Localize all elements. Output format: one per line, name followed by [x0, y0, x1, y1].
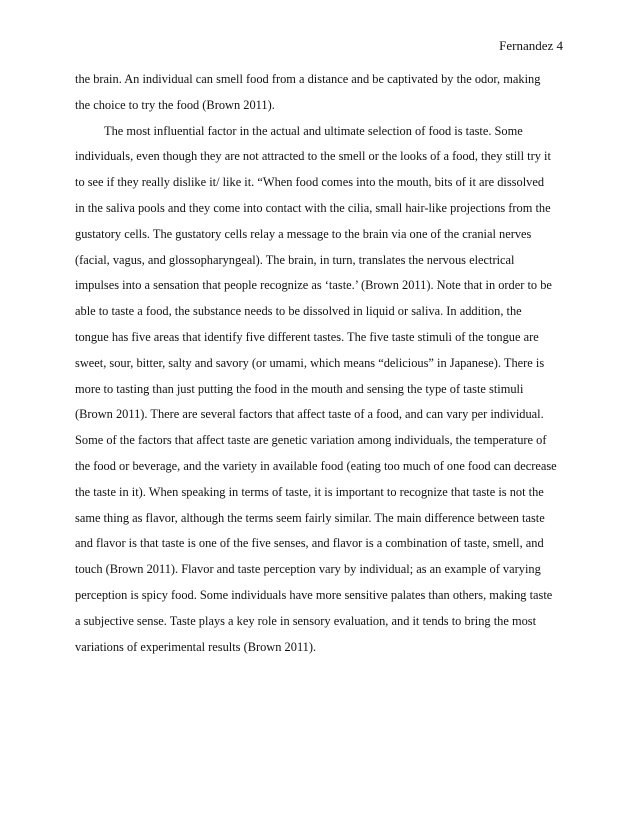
text-line: a subjective sense. Taste plays a key role in sensory evaluation, and it tends to bring the most [75, 613, 537, 628]
text-line: impulses into a sensation that people recognize as ‘taste.’ (Brown 2011). Note that in order to be [75, 278, 552, 293]
text-line: perception is spicy food. Some individuals have more sensitive palates than others, making taste [75, 587, 553, 602]
running-head: Fernandez 4 [499, 38, 563, 53]
text-line: the taste in it). When speaking in terms of taste, it is important to recognize that taste is not the [75, 484, 544, 499]
text-line: the food or beverage, and the variety in available food (eating too much of one food can decrease [75, 458, 557, 473]
text-line: to see if they really dislike it/ like it. “When food comes into the mouth, bits of it are dissolved [75, 175, 545, 190]
text-line: the brain. An individual can smell food from a distance and be captivated by the odor, making [75, 72, 541, 86]
text-line: (Brown 2011). There are several factors that affect taste of a food, and can vary per individual. [75, 407, 544, 422]
text-line: able to taste a food, the substance needs to be dissolved in liquid or saliva. In addition, the [75, 304, 522, 319]
body-text [75, 67, 567, 660]
text-line: individuals, even though they are not attracted to the smell or the looks of a food, they still try it [75, 149, 551, 164]
text-line: touch (Brown 2011). Flavor and taste perception vary by individual; as an example of varying [75, 562, 541, 577]
text-line: and flavor is that taste is one of the five senses, and flavor is a combination of taste, smell, and [75, 536, 544, 551]
text-line: Some of the factors that affect taste are genetic variation among individuals, the temperature of [75, 433, 547, 448]
paragraph-first-line: The most influential factor in the actual and ultimate selection of food is taste. Some [104, 123, 523, 138]
text-line: more to tasting than just putting the food in the mouth and sensing the type of taste stimuli [75, 381, 524, 396]
text-line: sweet, sour, bitter, salty and savory (or umami, which means “delicious” in Japanese). There is [75, 355, 545, 370]
text-line: same thing as flavor, although the terms seem fairly similar. The main difference between taste [75, 510, 545, 525]
text-line: variations of experimental results (Brown 2011). [75, 639, 317, 654]
text-line: in the saliva pools and they come into contact with the cilia, small hair-like projections from the [75, 200, 551, 215]
text-line: gustatory cells. The gustatory cells relay a message to the brain via one of the cranial nerves [75, 226, 532, 241]
text-line: (facial, vagus, and glossopharyngeal). The brain, in turn, translates the nervous electrical [75, 252, 515, 267]
text-line: the choice to try the food (Brown 2011). [75, 97, 275, 112]
text-line: tongue has five areas that identify five different tastes. The five taste stimuli of the tongue are [75, 329, 539, 344]
